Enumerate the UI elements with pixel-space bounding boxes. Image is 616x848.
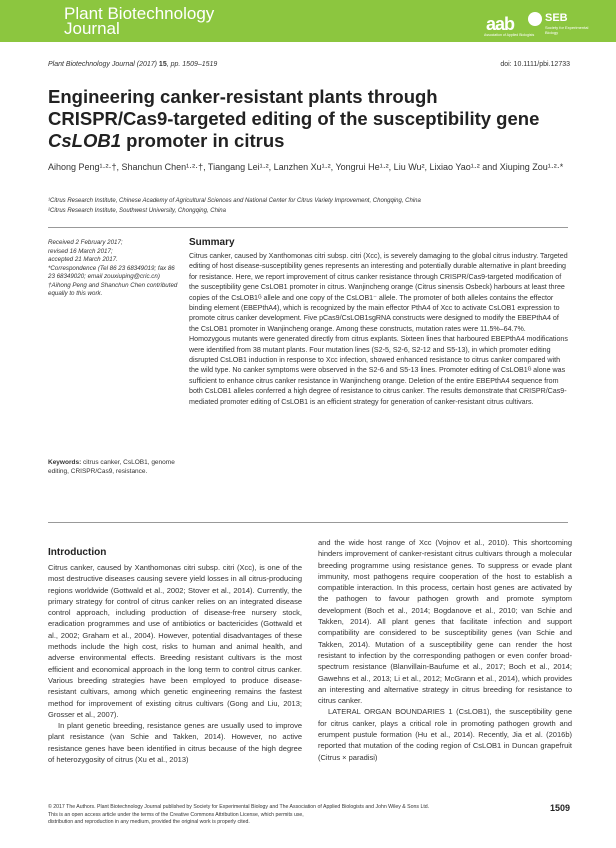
- citation-volume: 15: [158, 61, 167, 68]
- introduction-heading: Introduction: [48, 547, 107, 558]
- keywords-label: Keywords:: [48, 459, 82, 466]
- article-title-part2: promoter in citrus: [121, 130, 285, 151]
- footer-line-1: © 2017 The Authors. Plant Biotechnology Journal published by Society for Experimental Biology and The Association of Applied Biologists and John Wiley & Sons Ltd.: [48, 804, 430, 810]
- page-number: 1509: [549, 803, 570, 813]
- revised-date: revised 16 March 2017;: [48, 247, 113, 255]
- aab-logo: aab: [486, 14, 515, 34]
- citation-pages: , pp. 1509–1519: [166, 61, 218, 68]
- body-column-right: [318, 537, 572, 763]
- journal-title-line1: Plant Biotechnology: [64, 4, 215, 23]
- citation-line: [48, 61, 217, 68]
- aab-logo-subtitle: Association of Applied Biologists: [484, 33, 535, 37]
- accepted-date: accepted 21 March 2017.: [48, 256, 118, 263]
- intro-paragraph-1: Citrus canker, caused by Xanthomonas citri subsp. citri (Xcc), is one of the most destructive diseases causing severe yield losses in all citrus-producing regions worldwide (Gottwald et al., 2002; Stover et al., 2014). Currently, the primary strategy for control of citrus canker relies on an integrated disease control approach, including production of disease-free nursery stock, eradication programmes and use of antibiotics or bactericides (Gottwald et al., 2002; Graham et al., 2004). However, potential disadvantages of these methods include the high cost, risks to human and animal health, and adverse environmental effects. Breeding resistant cultivars is the most efficient and economical approach in the long term to control citrus canker. Various breeding strategies have been employed to produce disease-resistant cultivars, among which genetic engineering remains the fastest method for improvement of existing citrus cultivars (Gong and Liu, 2013; Grosser et al., 2007).: [48, 563, 302, 719]
- affiliations: [48, 196, 568, 216]
- keywords: [48, 458, 178, 476]
- affiliation-1: ¹Citrus Research Institute, Chinese Academy of Agricultural Sciences and National Center for Citrus Variety Improvement, Chongqing, China: [48, 198, 421, 204]
- divider: [48, 227, 568, 228]
- keywords-text: citrus canker, CsLOB1, genome editing, CRISPR/Cas9, resistance.: [48, 459, 175, 475]
- doi: doi: 10.1111/pbi.12733: [500, 61, 570, 68]
- summary-text: Citrus canker, caused by Xanthomonas citri subsp. citri (Xcc), is severely damaging to the global citrus industry. Targeted editing of host disease-susceptibility genes represents an interesting and potentially durable alternative in plant breeding for resistance. Here, we report improvement of citrus canker resistance through CRISPR/Cas9-targeted modification of the susceptibility gene CsLOB1 promoter in citrus. Wanjincheng orange (Citrus sinensis Osbeck) harbours at least three copies of the CsLOB1ᴳ allele and one copy of the CsLOB1⁻ allele. The promoter of both alleles contains the effector binding element (EBEPthA4), which is recognized by the main effector PthA4 of Xcc to activate CsLOB1 expression to promote citrus canker development. Five pCas9/CsLOB1sgRNA constructs were designed to modify the EBEPthA4 of the CsLOB1 promoter in Wanjincheng orange. Among these constructs, mutation rates were 11.5%–64.7%. Homozygous mutants were generated directly from citrus explants. Sixteen lines that harboured EBEPthA4 modifications were identified from 38 mutant plants. Four mutation lines (S2-5, S2-6, S2-12 and S5-13), in which promoter editing disrupted CsLOB1 induction in response to Xcc infection, showed enhanced resistance to citrus canker compared with the wild type. No canker symptoms were observed in the S2-6 and S5-13 lines. Promoter editing of CsLOB1ᴳ alone was sufficient to enhance citrus canker resistance in Wanjincheng orange. Deletion of the entire EBEPthA4 sequence from both CsLOB1 alleles conferred a high degree of resistance to citrus canker. The results demonstrate that CRISPR/Cas9-mediated promoter editing of CsLOB1 is an efficient strategy for generation of canker-resistant citrus cultivars.: [189, 252, 568, 406]
- body-column-left: [48, 562, 302, 765]
- author-list: Aihong Peng¹·²·†, Shanchun Chen¹·²·†, Tiangang Lei¹·², Lanzhen Xu¹·², Yongrui He¹·², Liu Wu², Lixiao Yao¹·² and Xiuping Zou¹·²·*: [48, 162, 564, 172]
- divider: [48, 522, 568, 523]
- intro-paragraph-2: In plant genetic breeding, resistance genes are usually used to improve plant resistance (van Schie and Takken, 2014). However, no active resistance genes have been identified in citrus because of the high degree of heterozygosity of citrus (Xu et al., 2013): [48, 721, 302, 765]
- received-date: Received 2 February 2017;: [48, 239, 123, 246]
- affiliation-2: ²Citrus Research Institute, Southwest University, Chongqing, China: [48, 208, 226, 214]
- intro-paragraph-4: LATERAL ORGAN BOUNDARIES 1 (CsLOB1), the susceptibility gene for citrus canker, plays a critical role in promoting pathogen growth and erumpent pustule formation (Hu et al., 2014). Recently, Jia et al. (2016b) reported that mutation of the coding region of CsLOB1 in Duncan grapefruit (Citrus × paradisi): [318, 707, 572, 762]
- footer-line-3: distribution and reproduction in any medium, provided the original work is properly cited.: [48, 819, 250, 825]
- journal-title-line2: Journal: [64, 19, 120, 38]
- article-title: [48, 86, 568, 152]
- citation-journal: Plant Biotechnology Journal: [48, 61, 135, 68]
- citation-year: (2017): [136, 61, 157, 68]
- article-history: [48, 239, 178, 299]
- summary-heading: Summary: [189, 237, 235, 248]
- article-title-gene: CsLOB1: [48, 130, 121, 151]
- copyright-footer: [48, 804, 528, 827]
- article-title-part1: Engineering canker-resistant plants through CRISPR/Cas9-targeted editing of the susceptibility gene: [48, 86, 540, 129]
- intro-paragraph-3: and the wide host range of Xcc (Vojnov et al., 2010). This shortcoming hinders improvement of canker-resistant citrus cultivars through a molecular breeding programme using resistance genes. To suppress or evade plant immunity, most pathogens require cooperation of the host to establish a compatible interaction. In this process, certain host genes are activated by the pathogen to favour pathogen growth and promote symptom development (Boch et al., 2014; Bogdanove et al., 2010; van Schie and Takken, 2014). All plant genes that facilitate infection and support compatibility are considered to be susceptibility genes (van Schie and Takken, 2014). Mutation of a susceptibility gene can render the host resistant to infection by the corresponding pathogen or even confer broad-spectrum resistance (Blanvillain-Baufume et al., 2017; Boch et al., 2014; Gawehns et al., 2013; Li et al., 2012; McGrann et al., 2014), which provides an interesting and alternative strategy in citrus breeding for resistance to citrus canker.: [318, 538, 572, 706]
- seb-logo: SEB: [545, 12, 568, 24]
- equal-contribution-note: †Aihong Peng and Shanchun Chen contributed equally to this work.: [48, 281, 178, 297]
- seb-logo-subtitle: Society for Experimental Biology: [545, 25, 589, 35]
- footer-line-2: This is an open access article under the terms of the Creative Commons Attribution License, which permits use,: [48, 811, 304, 818]
- journal-title: [64, 6, 214, 36]
- seb-logo-icon: [528, 12, 542, 26]
- correspondence: *Correspondence (Tel 86 23 68349019; fax 86 23 68349020; email zouxiuping@cric.cn): [48, 264, 175, 280]
